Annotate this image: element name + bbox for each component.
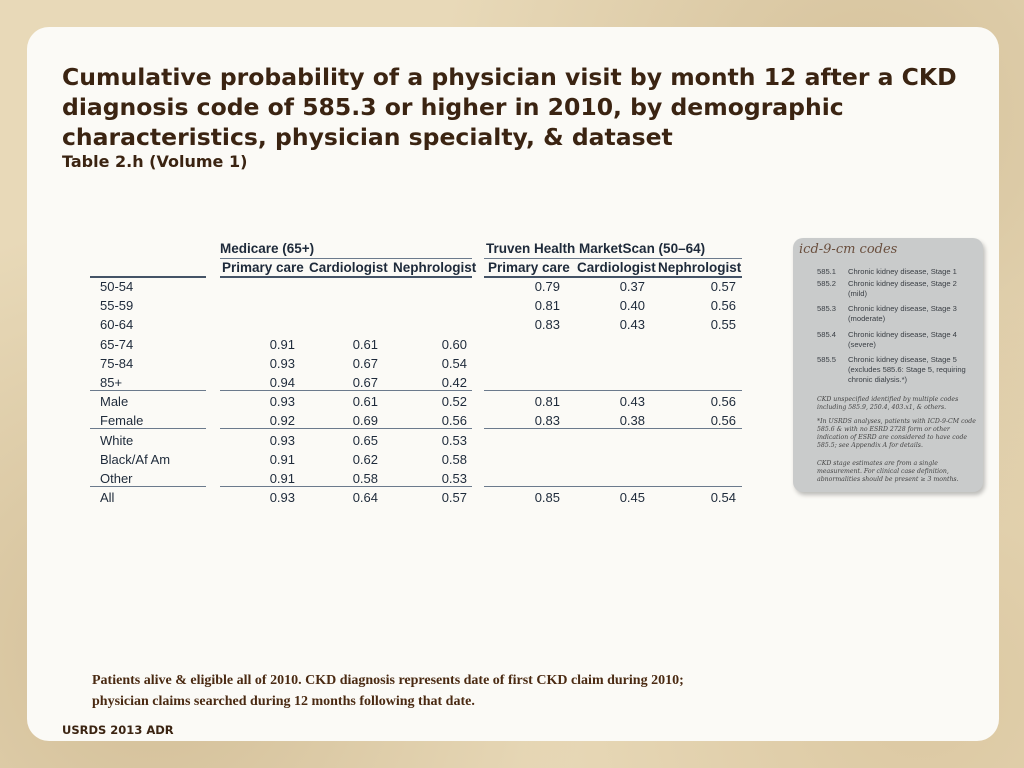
table-cell: 0.42	[441, 375, 467, 390]
table-cell: 0.62	[352, 451, 378, 467]
table-cell: 0.58	[441, 451, 467, 467]
table-cell: 0.85	[534, 490, 560, 506]
row-label: White	[100, 432, 134, 448]
row-label: 55-59	[100, 298, 134, 314]
table-cell: 0.57	[710, 279, 736, 294]
medicare-group-header: Medicare (65+)	[220, 241, 315, 256]
medicare-top-rule	[220, 276, 472, 278]
table-cell: 0.57	[441, 490, 467, 506]
truven-top-rule	[484, 276, 742, 278]
medicare-rule-1	[220, 390, 472, 391]
code-description: Chronic kidney disease, Stage 2 (mild)	[848, 279, 957, 298]
sidebar-note-1: CKD unspecified identified by multiple codes including 585.9, 250.4, 403.x1, & others.	[817, 396, 959, 411]
label-rule-3	[90, 486, 206, 487]
table-cell: 0.94	[269, 375, 295, 390]
table-cell: 0.93	[269, 490, 295, 506]
table-cell: 0.54	[710, 490, 736, 506]
label-top-rule	[90, 276, 206, 278]
row-label: 75-84	[100, 355, 134, 371]
row-label: 60-64	[100, 317, 134, 333]
truven-header-rule	[484, 258, 742, 259]
col-header-truven-cardio: Cardiologist	[577, 260, 656, 275]
sidebar-note-3: CKD stage estimates are from a single measurement. For clinical case definition, abnormalities should be present ≥ 3 months.	[817, 460, 959, 483]
table-cell: 0.55	[710, 317, 736, 333]
table-cell: 0.83	[534, 413, 560, 429]
code-number: 585.5	[817, 355, 837, 364]
slide-title: Cumulative probability of a physician visit by month 12 after a CKD diagnosis code of 585.3 or higher in 2010, by demographic characteristics, physician specialty, & dataset	[62, 63, 957, 151]
table-cell: 0.81	[534, 394, 560, 410]
table-cell: 0.56	[710, 394, 736, 410]
table-cell: 0.45	[619, 490, 645, 506]
sidebar-note-2: *In USRDS analyses, patients with ICD-9-CM code 585.6 & with no ESRD 2728 form or other indication of ESRD are considered to have code 585.5; see Appendix A for details.	[817, 418, 976, 449]
table-cell: 0.93	[269, 355, 295, 371]
table-cell: 0.38	[619, 413, 645, 429]
table-cell: 0.79	[534, 279, 560, 294]
table-cell: 0.93	[269, 432, 295, 448]
col-header-medicare-cardio: Cardiologist	[309, 260, 388, 275]
col-header-truven-primary: Primary care	[488, 260, 570, 275]
table-cell: 0.40	[619, 298, 645, 314]
code-description: Chronic kidney disease, Stage 4 (severe)	[848, 330, 957, 349]
table-cell: 0.58	[352, 471, 378, 486]
col-header-medicare-nephro: Nephrologist	[393, 260, 477, 275]
truven-group-header: Truven Health MarketScan (50–64)	[486, 241, 706, 256]
medicare-header-rule	[220, 258, 472, 259]
code-description: Chronic kidney disease, Stage 3 (moderate)	[848, 304, 957, 323]
sidebar-title: icd-9-cm codes	[799, 242, 898, 257]
table-cell: 0.60	[441, 336, 467, 352]
table-cell: 0.61	[352, 336, 378, 352]
truven-rule-1	[484, 390, 742, 391]
table-cell: 0.53	[441, 471, 467, 486]
table-cell: 0.67	[352, 355, 378, 371]
table-cell: 0.91	[269, 471, 295, 486]
row-label: 50-54	[100, 279, 134, 294]
row-label: 65-74	[100, 336, 134, 352]
table-cell: 0.43	[619, 394, 645, 410]
code-number: 585.3	[817, 304, 837, 313]
code-number: 585.4	[817, 330, 837, 339]
col-header-medicare-primary: Primary care	[222, 260, 304, 275]
table-cell: 0.61	[352, 394, 378, 410]
source-label: USRDS 2013 ADR	[62, 723, 174, 737]
table-cell: 0.83	[534, 317, 560, 333]
table-cell: 0.69	[352, 413, 378, 429]
table-cell: 0.43	[619, 317, 645, 333]
table-reference: Table 2.h (Volume 1)	[62, 152, 248, 171]
table-cell: 0.52	[441, 394, 467, 410]
row-label: 85+	[100, 375, 123, 390]
row-label: Black/Af Am	[100, 451, 171, 467]
truven-rule-3	[484, 486, 742, 487]
table-cell: 0.56	[710, 298, 736, 314]
medicare-rule-3	[220, 486, 472, 487]
table-cell: 0.64	[352, 490, 378, 506]
table-cell: 0.37	[619, 279, 645, 294]
code-description: Chronic kidney disease, Stage 1	[848, 267, 957, 276]
footnote: Patients alive & eligible all of 2010. CKD diagnosis represents date of first CKD claim during 2010; physician claims searched during 12 months following that date.	[92, 673, 684, 709]
table-cell: 0.91	[269, 336, 295, 352]
table-cell: 0.92	[269, 413, 295, 429]
row-label: Other	[100, 471, 133, 486]
table-cell: 0.81	[534, 298, 560, 314]
table-cell: 0.65	[352, 432, 378, 448]
code-number: 585.1	[817, 267, 837, 276]
label-rule-1	[90, 390, 206, 391]
row-label: Male	[100, 394, 129, 410]
row-label: All	[100, 490, 115, 506]
table-cell: 0.56	[441, 413, 467, 429]
icd9-codes-sidebar	[793, 238, 983, 492]
table-cell: 0.56	[710, 413, 736, 429]
code-description: Chronic kidney disease, Stage 5 (excludes 585.6: Stage 5, requiring chronic dialysis.*)	[848, 355, 966, 384]
table-cell: 0.67	[352, 375, 378, 390]
row-label: Female	[100, 413, 144, 429]
col-header-truven-nephro: Nephrologist	[658, 260, 742, 275]
table-cell: 0.93	[269, 394, 295, 410]
table-cell: 0.91	[269, 451, 295, 467]
code-number: 585.2	[817, 279, 837, 288]
table-cell: 0.53	[441, 432, 467, 448]
table-cell: 0.54	[441, 355, 467, 371]
